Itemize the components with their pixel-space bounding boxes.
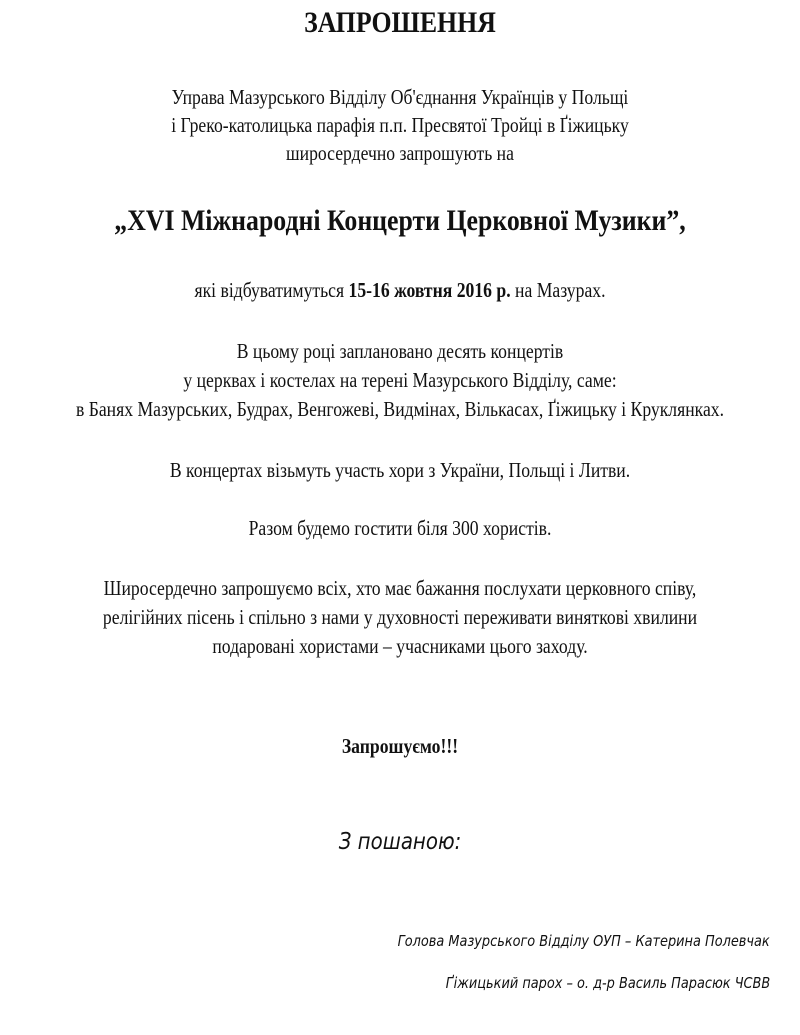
intro-line-1: Управа Мазурського Відділу Об'єднання Українців у Польщі (171, 85, 629, 109)
concerts-line-2: у церквах і костелах на терені Мазурського Відділу, саме: (183, 368, 617, 392)
appeal-line-1: Широсердечно запрошуємо всіх, хто має бажання послухати церковного співу, (103, 576, 697, 600)
concerts-line-3: в Банях Мазурських, Будрах, Венгожеві, Видмінах, Вількасах, Ґіжицьку і Круклянках. (75, 397, 725, 421)
signature-line-1: Голова Мазурського Відділу ОУП – Катерина Полевчак (397, 932, 770, 950)
document-title: ЗАПРОШЕННЯ (304, 6, 496, 39)
signature-line-2: Ґіжицький парох – о. д-р Василь Парасюк ЧСВВ (445, 974, 770, 992)
closing-text: Запрошуємо!!! (341, 734, 459, 758)
appeal-line-2: релігійних пісень і спільно з нами у духовності переживати виняткові хвилини (102, 605, 698, 629)
intro-line-2: і Греко-католицька парафія п.п. Пресвятої Тройці в Ґіжицьку (171, 113, 629, 137)
intro-line-3: широсердечно запрошують на (286, 141, 514, 165)
concerts-line-1: В цьому році заплановано десять концертів (236, 339, 564, 363)
event-dates (64, 278, 736, 302)
dates-prefix: які відбуватимуться (194, 278, 349, 302)
regards-text: З пошаною: (338, 829, 462, 855)
choirs-line: В концертах візьмуть участь хори з України, Польщі і Литви. (169, 458, 631, 482)
dates-date: 15-16 жовтня 2016 р. (348, 278, 511, 302)
singers-line: Разом будемо гостити біля 300 хористів. (248, 516, 552, 540)
event-name: „XVI Міжнародні Концерти Церковної Музики”, (114, 204, 686, 237)
dates-suffix: на Мазурах. (510, 278, 606, 302)
appeal-line-3: подаровані хористами – учасниками цього заходу. (212, 634, 588, 658)
